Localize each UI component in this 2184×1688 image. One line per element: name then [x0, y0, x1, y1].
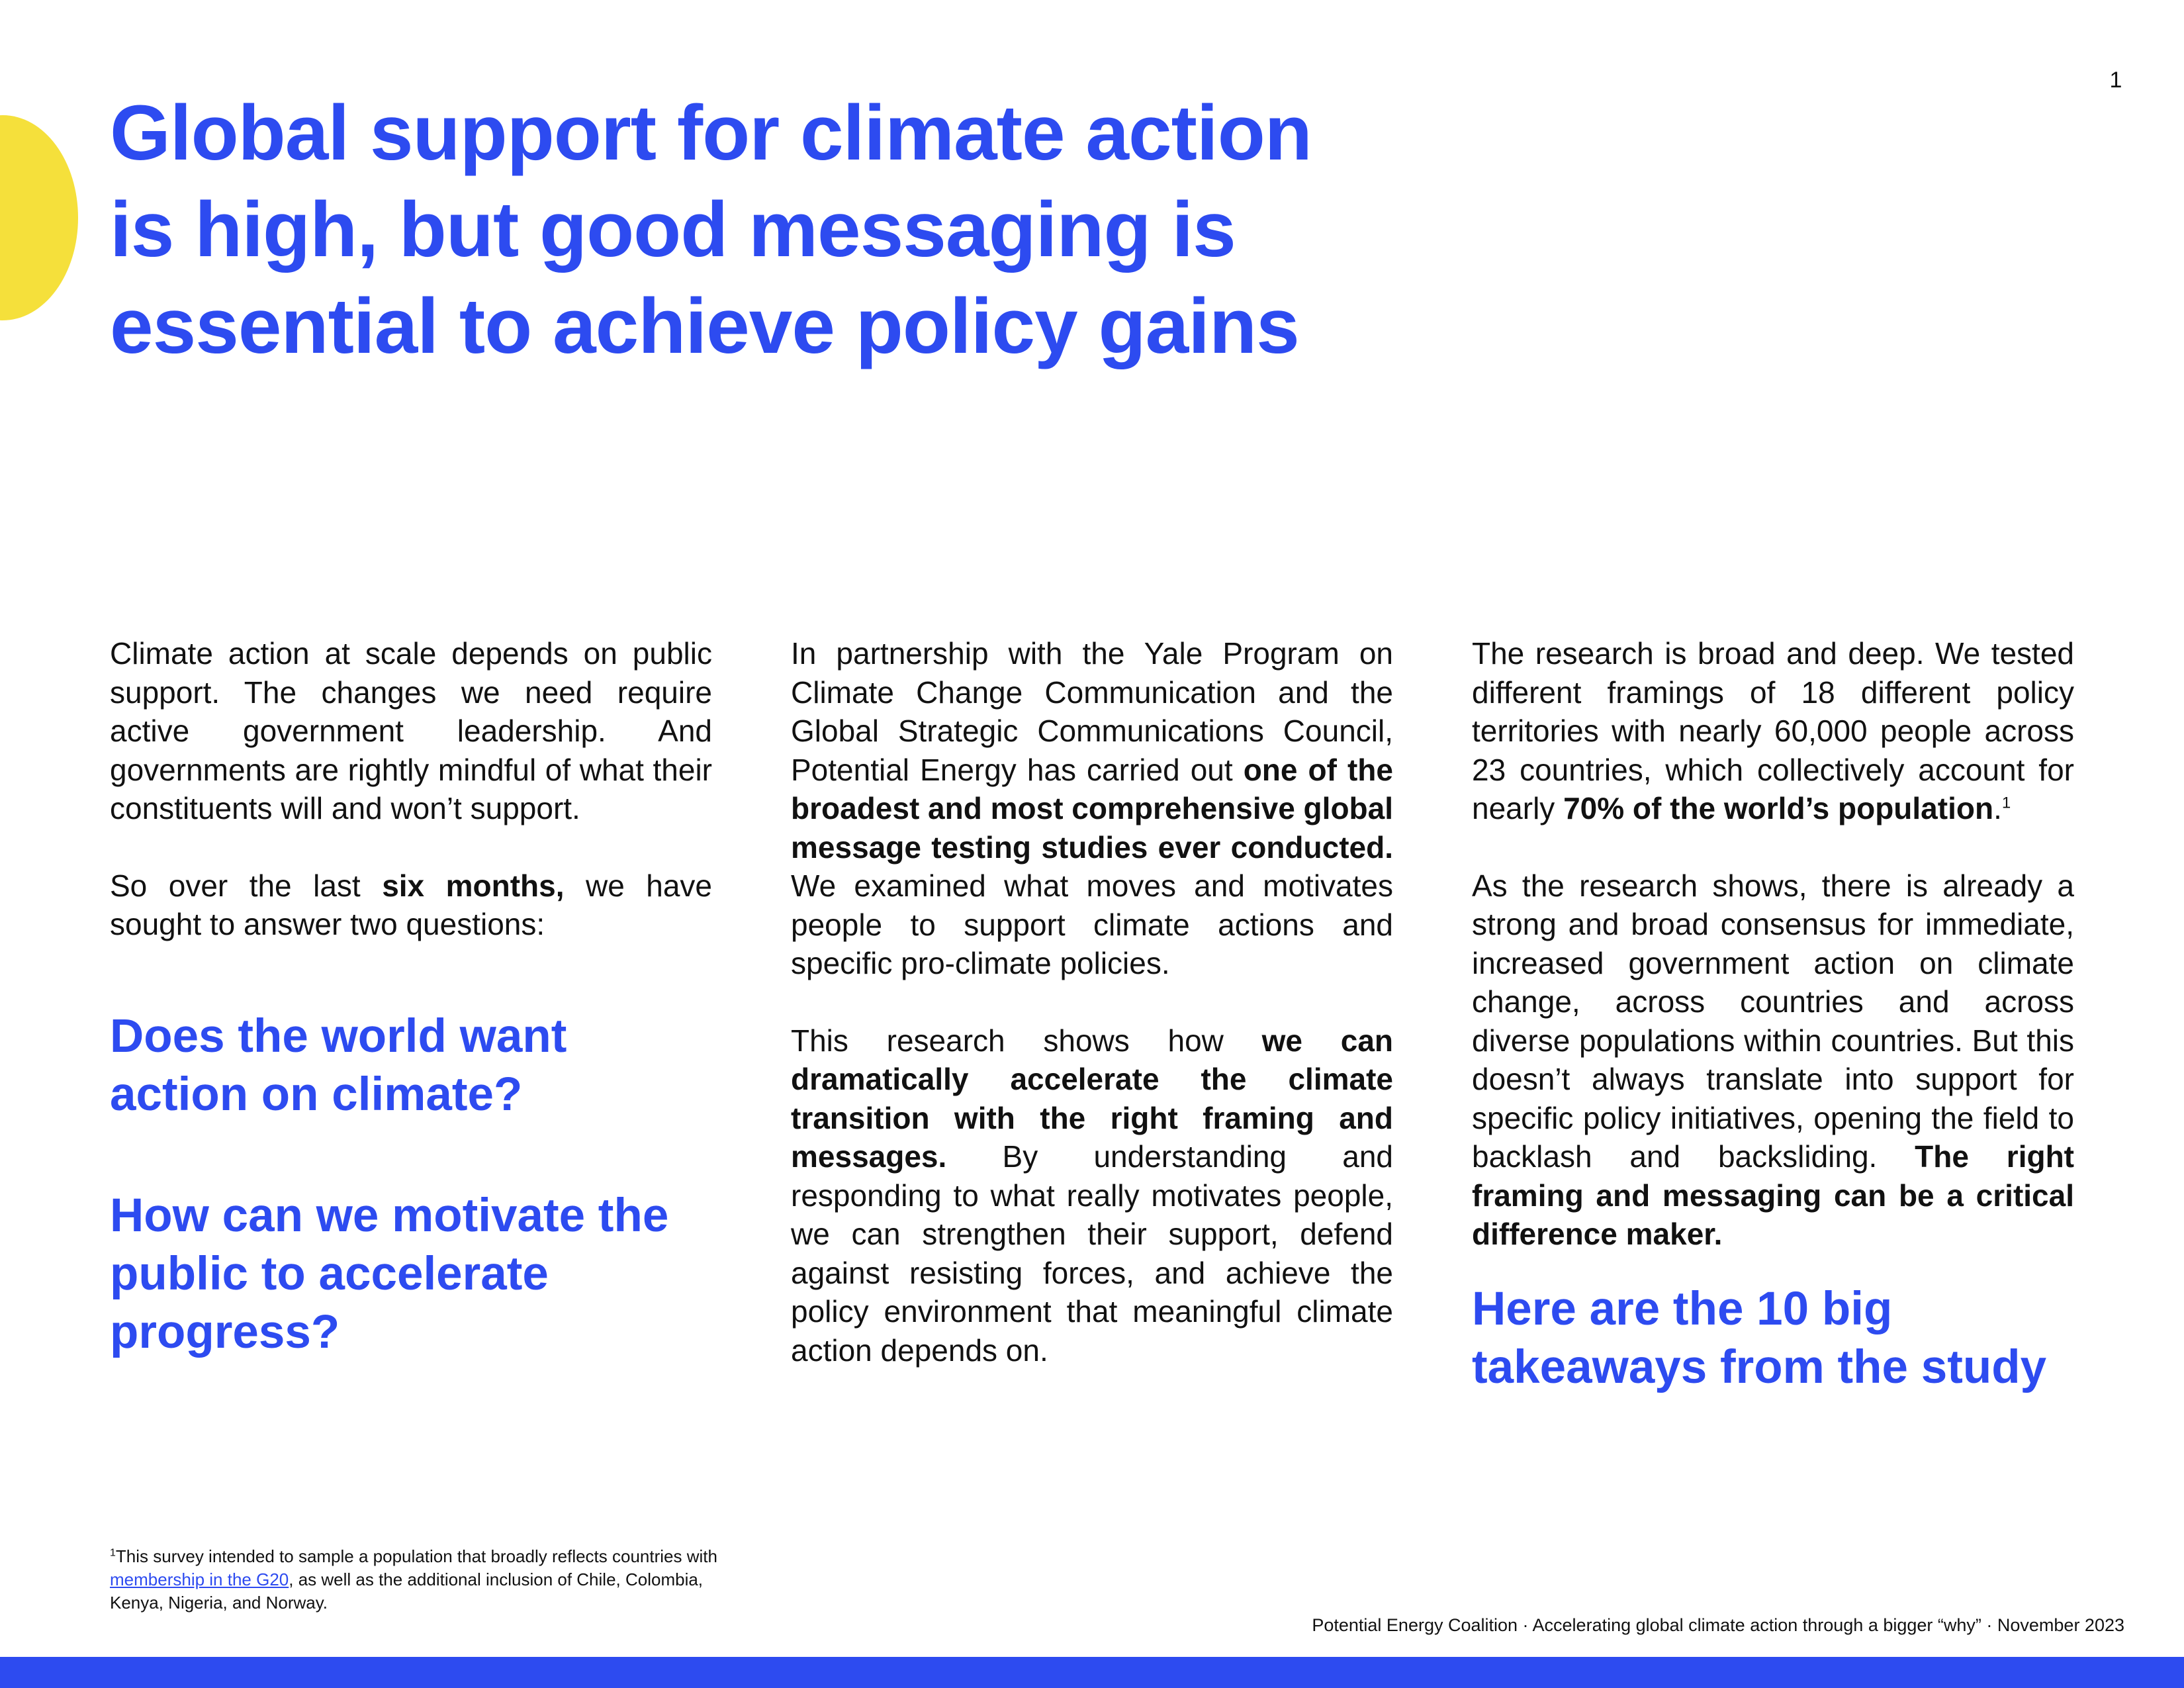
- research-scope-paragraph: The research is broad and deep. We tested different framings of 18 different policy territories with nearly 60,000 people across 23 countries, which collectively account for nearly 70% of the world’s population.$^1$: [1472, 636, 2074, 825]
- footnote-marker: 1: [110, 1547, 116, 1559]
- question-1: Does the world want action on climate?: [110, 1009, 567, 1121]
- decorative-yellow-circle: [0, 115, 78, 320]
- footnote-reference: 1: [2001, 794, 2011, 812]
- title-line-2: is high, but good messaging is: [110, 186, 1236, 273]
- title-line-3: essential to achieve policy gains: [110, 283, 1299, 370]
- bottom-accent-bar: [0, 1657, 2184, 1688]
- population-emphasis: 70% of the world’s population: [1563, 791, 1994, 825]
- question-2: How can we motivate the public to accelerate progress?: [110, 1189, 669, 1358]
- consensus-paragraph: As the research shows, there is already a strong and broad consensus for immediate, increased government action on climate change, across countries and across diverse populations within countries. But this doesn’t always translate into support for specific policy initiatives, opening the field to backlash and backsliding. The right framing and messaging can be a critical difference maker.: [1472, 868, 2074, 1251]
- takeaways-heading: Here are the 10 big takeaways from the study: [1472, 1282, 2047, 1393]
- title-line-1: Global support for climate action: [110, 89, 1312, 177]
- page-number: 1: [2109, 68, 2122, 93]
- study-scope-emphasis: one of the broadest and most comprehensive global message testing studies ever conducted.: [791, 752, 1393, 865]
- framing-emphasis: The right framing and messaging can be a critical difference maker.: [1472, 1139, 2074, 1251]
- intro-paragraph: Climate action at scale depends on public support. The changes we need require active government leadership. And governments are rightly mindful of what their constituents will and won’t support.: [110, 636, 712, 825]
- g20-membership-link[interactable]: membership in the G20: [110, 1570, 289, 1589]
- footer-credit: Potential Energy Coalition · Accelerating global climate action through a bigger “why” · November 2023: [1312, 1615, 2124, 1635]
- column-right: [1472, 634, 2074, 1397]
- questions-intro-paragraph: So over the last six months, we have sought to answer two questions:: [110, 868, 713, 941]
- acceleration-emphasis: we can dramatically accelerate the climate transition with the right framing and messages.: [791, 1023, 1393, 1174]
- column-left: [110, 634, 712, 1362]
- partnership-paragraph: In partnership with the Yale Program on Climate Change Communication and the Global Strategic Communications Council, Potential Energy has carried out one of the broadest and most comprehensive global message testing studies ever conducted. We examined what moves and motivates people to support climate actions and specific pro-climate policies.: [791, 636, 1393, 980]
- six-months-emphasis: six months,: [382, 868, 565, 903]
- column-middle: [791, 634, 1393, 1370]
- research-impact-paragraph: This research shows how we can dramatically accelerate the climate transition with the right framing and messages. By understanding and responding to what really motivates people, we can strengthen their support, defend against resisting forces, and achieve the policy environment that meaningful climate action depends on.: [791, 1023, 1393, 1368]
- page-title: [110, 85, 1367, 375]
- footnote: $^1$This survey intended to sample a population that broadly reflects countries with membership in the G20, as well as the additional inclusion of Chile, Colombia, Kenya, Nigeria, and Norway.: [110, 1546, 717, 1613]
